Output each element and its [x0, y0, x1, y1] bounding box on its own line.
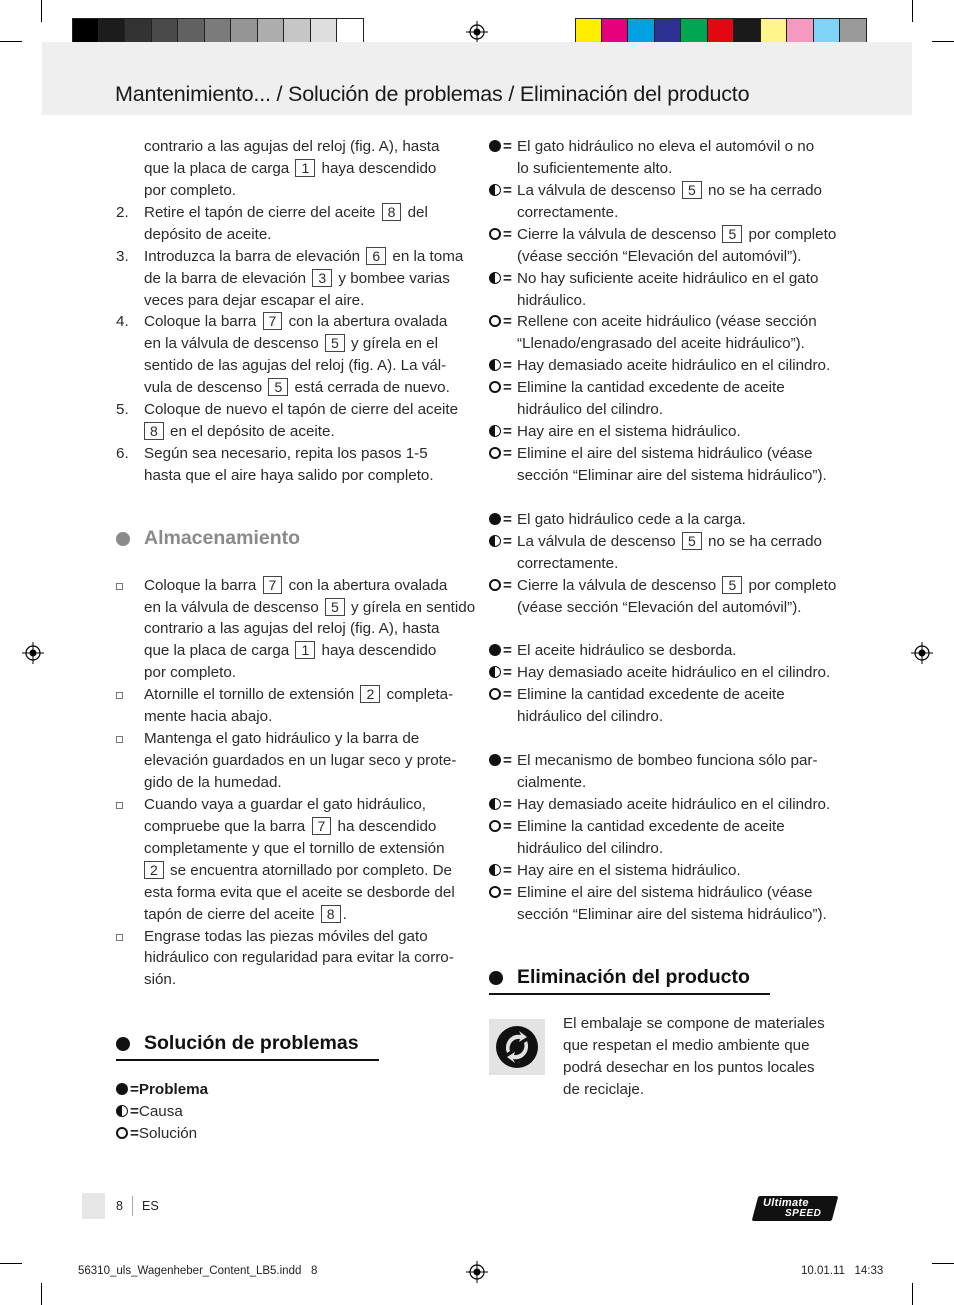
text-line: sentido de las agujas del reloj (fig. A). La vál-	[144, 357, 447, 374]
ultimate-speed-logo	[755, 1196, 839, 1222]
text-line: hidráulico.	[517, 292, 587, 309]
part-ref: 5	[325, 334, 345, 352]
part-ref: 7	[312, 817, 332, 835]
cause-line: =	[489, 860, 512, 882]
part-ref: 7	[263, 312, 283, 330]
part-ref: 7	[263, 576, 283, 594]
crop-mark	[912, 1283, 913, 1305]
cause-dot-icon	[489, 535, 501, 547]
part-ref: 5	[722, 225, 742, 243]
print-date: 10.01.11 14:33	[801, 1265, 884, 1277]
checkbox-bullet-icon	[116, 802, 123, 809]
part-ref: 1	[295, 159, 315, 177]
cause-dot-icon	[489, 425, 501, 437]
text-line: compruebe que la barra 7 ha descendido	[144, 818, 437, 835]
text-line: “Llenado/engrasado del aceite hidráulico”).	[517, 335, 805, 352]
problem-line: =	[489, 509, 512, 531]
registration-mark-icon	[22, 642, 44, 664]
section-heading-troubleshooting: Solución de problemas	[144, 1032, 359, 1054]
page-title: Mantenimiento... / Solución de problemas / Eliminación del producto	[115, 82, 750, 106]
text-line: La válvula de descenso 5 no se ha cerrado	[517, 533, 822, 550]
solution-dot-icon	[489, 579, 501, 591]
text-line: hidráulico del cilindro.	[517, 708, 664, 725]
text-line: El aceite hidráulico se desborda.	[517, 642, 737, 659]
crop-mark	[41, 0, 42, 22]
heading-bullet-icon	[489, 971, 503, 985]
cause-dot-icon	[489, 666, 501, 678]
cause-line: =	[489, 421, 512, 443]
text-line: Introduzca la barra de elevación 6 en la toma	[144, 248, 464, 265]
text-line: por completo.	[144, 664, 237, 681]
cause-line: =	[489, 180, 512, 202]
cause-dot-icon	[489, 359, 501, 371]
problem-line: =	[489, 136, 512, 158]
text-line: El gato hidráulico cede a la carga.	[517, 511, 746, 528]
cause-dot-icon	[489, 272, 501, 284]
page-number: 8	[116, 1199, 123, 1213]
solution-dot-icon	[489, 381, 501, 393]
logo-text-top: Ultimate	[763, 1197, 809, 1209]
text-line: de la barra de elevación 3 y bombee varias	[144, 270, 450, 287]
text-line: sección “Eliminar aire del sistema hidráulico”).	[517, 906, 827, 923]
part-ref: 1	[295, 641, 315, 659]
text-line: Elimine el aire del sistema hidráulico (véase	[517, 445, 813, 462]
heading-underline	[116, 1059, 379, 1061]
text-line: podrá desechar en los puntos locales	[563, 1059, 815, 1076]
solution-dot-icon	[489, 315, 501, 327]
crop-mark	[932, 41, 954, 42]
step-number: 4.	[116, 313, 129, 330]
solution-dot-icon	[489, 688, 501, 700]
text-line: elevación guardados en un lugar seco y prote-	[144, 752, 457, 769]
section-heading-disposal: Eliminación del producto	[517, 966, 750, 988]
part-ref: 5	[268, 378, 288, 396]
text-line: Cierre la válvula de descenso 5 por completo	[517, 577, 837, 594]
text-line: hidráulico del cilindro.	[517, 840, 664, 857]
text-line: Elimine la cantidad excedente de aceite	[517, 818, 785, 835]
text-line: hasta que el aire haya salido por completo.	[144, 467, 434, 484]
solution-line: =	[489, 443, 512, 465]
cause-dot-icon	[489, 864, 501, 876]
part-ref: 5	[325, 598, 345, 616]
text-line: sión.	[144, 971, 177, 988]
solution-line: =	[489, 882, 512, 904]
text-line: depósito de aceite.	[144, 226, 272, 243]
text-line: completamente y que el tornillo de extensión	[144, 840, 445, 857]
text-line: El gato hidráulico no eleva el automóvil o no	[517, 138, 815, 155]
solution-dot-icon	[489, 820, 501, 832]
text-line: hidráulico con regularidad para evitar la corro-	[144, 949, 454, 966]
text-line: que la placa de carga 1 haya descendido	[144, 160, 437, 177]
text-line: que la placa de carga 1 haya descendido	[144, 642, 437, 659]
crop-mark	[912, 0, 913, 22]
registration-mark-icon	[466, 1261, 488, 1283]
text-line: por completo.	[144, 182, 237, 199]
text-line: Retire el tapón de cierre del aceite 8 del	[144, 204, 428, 221]
heading-underline	[489, 993, 770, 995]
crop-mark	[0, 1263, 22, 1264]
step-number: 5.	[116, 401, 129, 418]
text-line: hidráulico del cilindro.	[517, 401, 664, 418]
part-ref: 5	[682, 532, 702, 550]
cause-line: =	[489, 531, 512, 553]
problem-dot-icon	[489, 754, 501, 766]
legend-solution: =Solución	[116, 1123, 197, 1145]
solution-line: =	[489, 575, 512, 597]
footer-divider	[132, 1196, 133, 1216]
checkbox-bullet-icon	[116, 736, 123, 743]
solution-line: =	[489, 684, 512, 706]
problem-dot-icon	[116, 1083, 128, 1095]
text-line: Rellene con aceite hidráulico (véase sección	[517, 313, 817, 330]
text-line: correctamente.	[517, 555, 619, 572]
text-line: Hay demasiado aceite hidráulico en el cilindro.	[517, 357, 831, 374]
cause-line: =	[489, 268, 512, 290]
solution-line: =	[489, 224, 512, 246]
step-number: 6.	[116, 445, 129, 462]
part-ref: 3	[312, 269, 332, 287]
section-heading-storage: Almacenamiento	[144, 527, 301, 549]
text-line: Hay aire en el sistema hidráulico.	[517, 862, 741, 879]
text-line: Hay aire en el sistema hidráulico.	[517, 423, 741, 440]
checkbox-bullet-icon	[116, 934, 123, 941]
part-ref: 2	[360, 685, 380, 703]
text-line: contrario a las agujas del reloj (fig. A), hasta	[144, 138, 440, 155]
part-ref: 2	[144, 861, 164, 879]
text-line: (véase sección “Elevación del automóvil”).	[517, 248, 802, 265]
part-ref: 6	[366, 247, 386, 265]
text-line: Hay demasiado aceite hidráulico en el cilindro.	[517, 664, 831, 681]
solution-line: =	[489, 377, 512, 399]
text-line: El embalaje se compone de materiales	[563, 1015, 825, 1032]
logo-text-bottom: SPEED	[785, 1208, 822, 1219]
heading-bullet-icon	[116, 1037, 130, 1051]
text-line: Elimine la cantidad excedente de aceite	[517, 379, 785, 396]
part-ref: 5	[722, 576, 742, 594]
text-line: (véase sección “Elevación del automóvil”).	[517, 599, 802, 616]
text-line: mente hacia abajo.	[144, 708, 273, 725]
text-line: Cuando vaya a guardar el gato hidráulico,	[144, 796, 426, 813]
problem-line: =	[489, 750, 512, 772]
text-line: La válvula de descenso 5 no se ha cerrado	[517, 182, 822, 199]
text-line: Engrase todas las piezas móviles del gato	[144, 928, 428, 945]
checkbox-bullet-icon	[116, 692, 123, 699]
text-line: tapón de cierre del aceite 8 .	[144, 906, 347, 923]
text-line: sección “Eliminar aire del sistema hidráulico”).	[517, 467, 827, 484]
legend-cause: =Causa	[116, 1101, 183, 1123]
solution-dot-icon	[489, 228, 501, 240]
text-line: en la válvula de descenso 5 y gírela en el	[144, 335, 439, 352]
step-number: 2.	[116, 204, 129, 221]
crop-mark	[41, 1283, 42, 1305]
heading-bullet-icon	[116, 532, 130, 546]
text-line: El mecanismo de bombeo funciona sólo par-	[517, 752, 818, 769]
part-ref: 8	[144, 422, 164, 440]
crop-mark	[0, 41, 22, 42]
text-line: Según sea necesario, repita los pasos 1-5	[144, 445, 428, 462]
cause-line: =	[489, 662, 512, 684]
text-line: No hay suficiente aceite hidráulico en el gato	[517, 270, 819, 287]
text-line: Mantenga el gato hidráulico y la barra de	[144, 730, 420, 747]
solution-dot-icon	[489, 447, 501, 459]
cause-dot-icon	[116, 1105, 128, 1117]
crop-mark	[932, 1263, 954, 1264]
text-line: Coloque la barra 7 con la abertura ovalada	[144, 577, 448, 594]
solution-line: =	[489, 311, 512, 333]
text-line: vula de descenso 5 está cerrada de nuevo.	[144, 379, 450, 396]
problem-dot-icon	[489, 140, 501, 152]
problem-line: =	[489, 640, 512, 662]
part-ref: 5	[682, 181, 702, 199]
text-line: Elimine el aire del sistema hidráulico (véase	[517, 884, 813, 901]
text-line: que respetan el medio ambiente que	[563, 1037, 810, 1054]
text-line: 8 en el depósito de aceite.	[142, 421, 335, 443]
text-line: Coloque de nuevo el tapón de cierre del aceite	[144, 401, 459, 418]
text-line: cialmente.	[517, 774, 587, 791]
text-line: Cierre la válvula de descenso 5 por completo	[517, 226, 837, 243]
text-line: 2 se encuentra atornillado por completo. De	[142, 860, 452, 882]
text-line: veces para dejar escapar el aire.	[144, 292, 365, 309]
cause-line: =	[489, 794, 512, 816]
checkbox-bullet-icon	[116, 583, 123, 590]
registration-mark-icon	[911, 642, 933, 664]
text-line: de reciclaje.	[563, 1081, 645, 1098]
registration-mark-icon	[466, 21, 488, 43]
cause-dot-icon	[489, 798, 501, 810]
cause-line: =	[489, 355, 512, 377]
text-line: contrario a las agujas del reloj (fig. A), hasta	[144, 620, 440, 637]
text-line: esta forma evita que el aceite se desborde del	[144, 884, 455, 901]
solution-line: =	[489, 816, 512, 838]
problem-dot-icon	[489, 513, 501, 525]
language-code: ES	[142, 1199, 159, 1213]
page-number-tab	[82, 1193, 105, 1219]
part-ref: 8	[321, 905, 341, 923]
part-ref: 8	[382, 203, 402, 221]
legend-problem: =Problema	[116, 1079, 208, 1101]
cause-dot-icon	[489, 184, 501, 196]
problem-dot-icon	[489, 644, 501, 656]
step-number: 3.	[116, 248, 129, 265]
text-line: correctamente.	[517, 204, 619, 221]
solution-dot-icon	[116, 1127, 128, 1139]
green-dot-logo	[489, 1019, 545, 1075]
recycling-icon	[489, 1019, 545, 1075]
file-info: 56310_uls_Wagenheber_Content_LB5.indd 8	[78, 1265, 318, 1277]
text-line: lo suficientemente alto.	[517, 160, 673, 177]
text-line: gido de la humedad.	[144, 774, 282, 791]
text-line: Coloque la barra 7 con la abertura ovalada	[144, 313, 448, 330]
solution-dot-icon	[489, 886, 501, 898]
text-line: Hay demasiado aceite hidráulico en el cilindro.	[517, 796, 831, 813]
text-line: en la válvula de descenso 5 y gírela en sentido	[144, 599, 476, 616]
text-line: Elimine la cantidad excedente de aceite	[517, 686, 785, 703]
text-line: Atornille el tornillo de extensión 2 completa-	[144, 686, 454, 703]
